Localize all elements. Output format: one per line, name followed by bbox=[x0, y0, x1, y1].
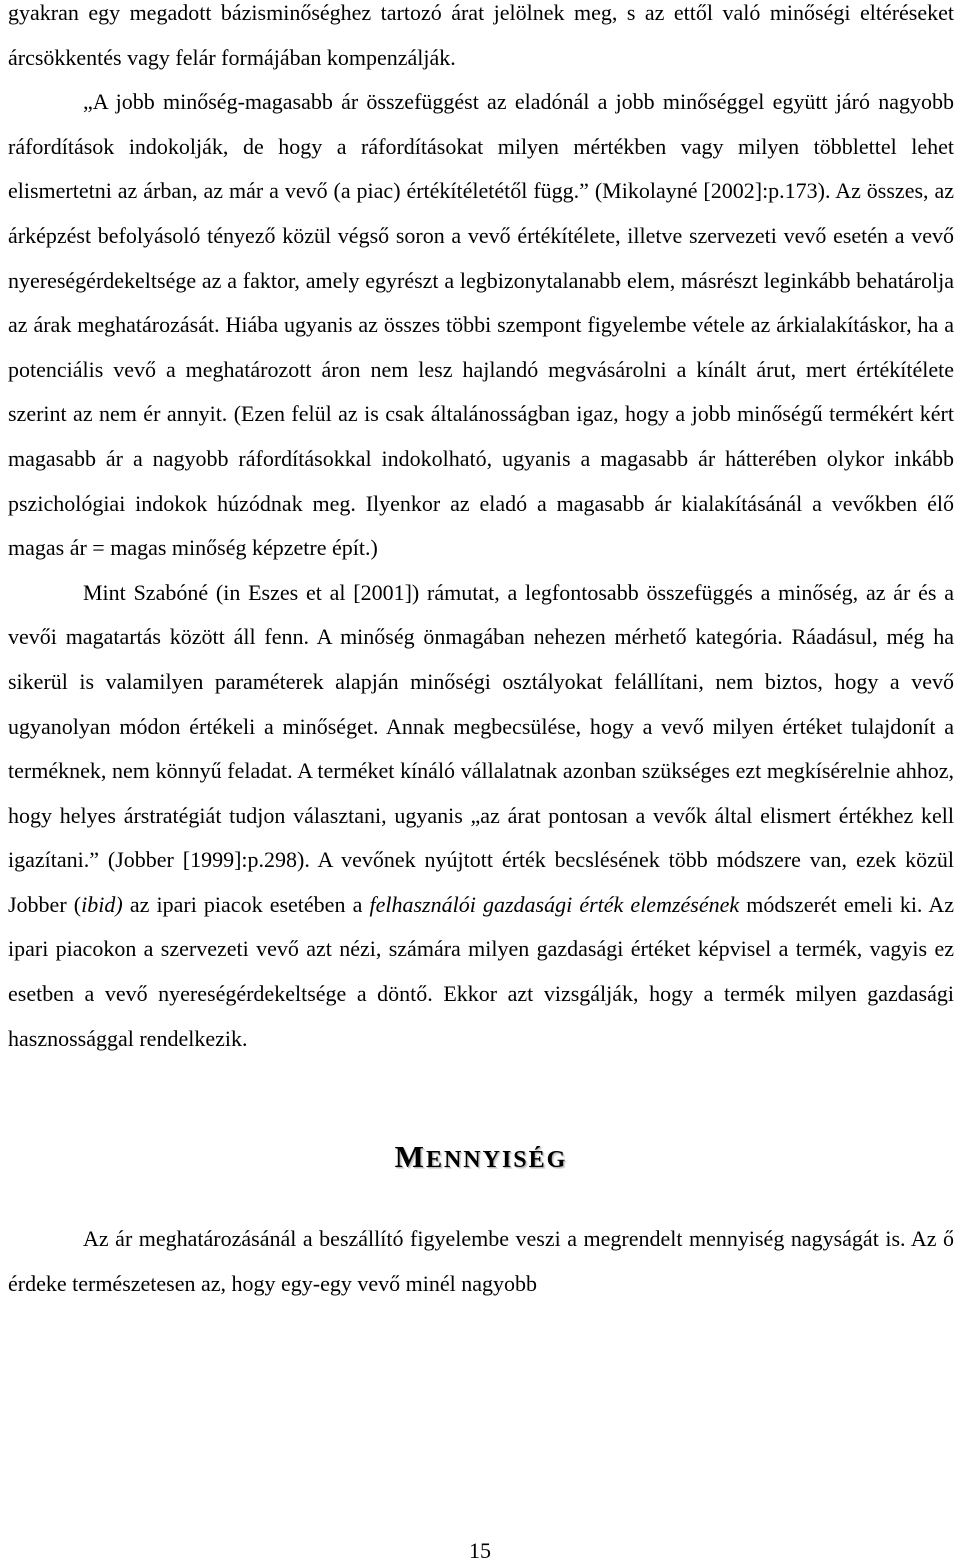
section-heading-initial: M bbox=[394, 1139, 426, 1175]
paragraph-mikolayne-quote: „A jobb minőség-magasabb ár összefüggést az eladónál a jobb minőséggel együtt járó nagyobb ráfordítások indokolják, de hogy a ráfordításokat milyen mértékben vagy milyen többlettel lehet elismertetni az árban, az már a vevő (a piac) értékítéletétől függ.” (Mikolayné [2002]:p.173). Az összes, az árképzést befolyásoló tényező közül végső soron a vevő értékítélete, illetve szervezeti vevő esetén a vevő nyereségérdekeltsége az a faktor, amely egyrészt a legbizonytalanabb elem, másrészt leginkább behatárolja az árak meghatározását. Hiába ugyanis az összes többi szempont figyelembe vétele az árkialakításkor, ha a potenciális vevő a meghatározott áron nem lesz hajlandó megvásárolni a kínált árut, mert értékítélete szerint az nem ér annyit. (Ezen felül az is csak általánosságban igaz, hogy a jobb minőségű termékért kért magasabb ár a nagyobb ráfordításokkal indokolható, ugyanis a magasabb ár hátterében olykor inkább pszichológiai indokok húzódnak meg. Ilyenkor az eladó a magasabb ár kialakításánál a vevőkben élő magas ár = magas minőség képzetre épít.) bbox=[8, 89, 954, 561]
paragraph-szabone-ibid: ibid) bbox=[81, 891, 123, 917]
paragraph-szabone-text-3: módszerét emeli ki. Az ipari piacokon a szervezeti vevő azt nézi, számára milyen gazdasági értéket képvisel a termék, vagyis ez esetben a vevő nyereségérdekeltsége a döntő. Ekkor azt vizsgálják, hogy a termék milyen gazdasági hasznossággal rendelkezik. bbox=[8, 891, 954, 1051]
paragraph-szabone bbox=[8, 571, 954, 1062]
page-number: 15 bbox=[469, 1538, 491, 1563]
paragraph-szabone-italic-term: felhasználói gazdasági érték elemzésének bbox=[369, 891, 740, 917]
paragraph-continuation: gyakran egy megadott bázisminőséghez tartozó árat jelölnek meg, s az ettől való minőségi eltéréseket árcsökkentés vagy felár formájában kompenzálják. bbox=[8, 0, 954, 70]
paragraph-mennyiseg: Az ár meghatározásánál a beszállító figyelembe veszi a megrendelt mennyiség nagyságát is. Az ő érdeke természetesen az, hogy egy-egy vevő minél nagyobb bbox=[8, 1226, 954, 1296]
paragraph-szabone-text-2: az ipari piacok esetében a bbox=[122, 891, 370, 917]
section-heading bbox=[8, 1135, 954, 1179]
section-heading-rest: ENNYISÉG bbox=[425, 1147, 568, 1174]
paragraph-szabone-text-1: Mint Szabóné (in Eszes et al [2001]) rámutat, a legfontosabb összefüggés a minőség, az ár és a vevői magatartás között áll fenn. A minőség önmagában nehezen mérhető kategória. Ráadásul, még ha sikerül is valamilyen paraméterek alapján minőségi osztályokat felállítani, nem biztos, hogy a vevő ugyanolyan módon értékeli a minőséget. Annak megbecsülése, hogy a vevő milyen értéket tulajdonít a terméknek, nem könnyű feladat. A terméket kínáló vállalatnak azonban szükséges ezt megkísérelnie ahhoz, hogy helyes árstratégiát tudjon választani, ugyanis „az árat pontosan a vevők által elismert értékhez kell igazítani.” (Jobber [1999]:p.298). A vevőnek nyújtott érték becslésének több módszere van, ezek közül Jobber ( bbox=[8, 579, 954, 917]
